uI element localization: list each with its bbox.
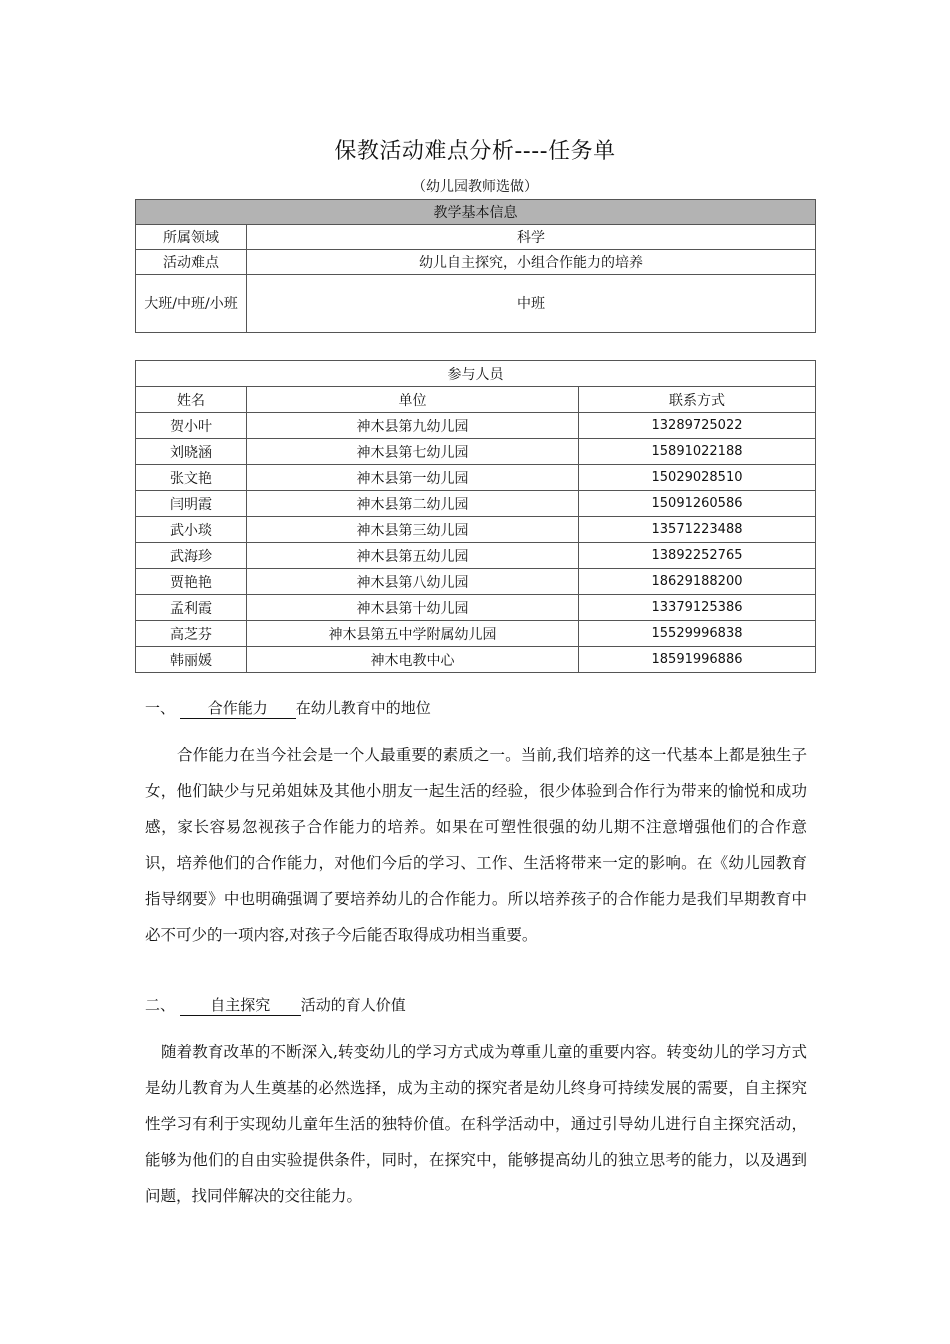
domain-label: 所属领域 (136, 225, 247, 250)
participant-unit: 神木县第一幼儿园 (247, 465, 579, 491)
participant-name: 闫明霞 (136, 491, 247, 517)
participant-name: 贺小叶 (136, 413, 247, 439)
column-header-unit: 单位 (247, 387, 579, 413)
participant-unit: 神木县第八幼儿园 (247, 569, 579, 595)
basic-info-header: 教学基本信息 (136, 200, 816, 225)
document-subtitle: （幼儿园教师选做） (412, 179, 538, 195)
participant-name: 张文艳 (136, 465, 247, 491)
participant-row (136, 569, 816, 595)
participant-phone: 15029028510 (579, 465, 816, 491)
participant-phone: 18629188200 (579, 569, 816, 595)
section2-paragraph: 随着教育改革的不断深入,转变幼儿的学习方式成为尊重儿童的重要内容。转变幼儿的学习方式是幼儿教育为人生奠基的必然选择，成为主动的探究者是幼儿终身可持续发展的需要，自主探究性学习有利于实现幼儿童年生活的独特价值。在科学活动中，通过引导幼儿进行自主探究活动，能够为他们的自由实验提供条件，同时，在探究中，能够提高幼儿的独立思考的能力，以及遇到问题，找同伴解决的交往能力。 (145, 1043, 807, 1205)
participant-phone: 18591996886 (579, 647, 816, 673)
participant-phone: 13892252765 (579, 543, 816, 569)
participant-unit: 神木县第十幼儿园 (247, 595, 579, 621)
participant-phone: 15529996838 (579, 621, 816, 647)
participant-unit: 神木县第五中学附属幼儿园 (247, 621, 579, 647)
section1-heading (145, 697, 431, 719)
participant-phone: 15891022188 (579, 439, 816, 465)
participant-unit: 神木县第九幼儿园 (247, 413, 579, 439)
section1-rest: 在幼儿教育中的地位 (295, 699, 431, 717)
section1-paragraph: 合作能力在当今社会是一个人最重要的素质之一。当前,我们培养的这一代基本上都是独生子女，他们缺少与兄弟姐妹及其他小朋友一起生活的经验，很少体验到合作行为带来的愉悦和成功感，家长容易忽视孩子合作能力的培养。如果在可塑性很强的幼儿期不注意增强他们的合作意识，培养他们的合作能力，对他们今后的学习、工作、生活将带来一定的影响。在《幼儿园教育指导纲要》中也明确强调了要培养幼儿的合作能力。所以培养孩子的合作能力是我们早期教育中必不可少的一项内容,对孩子今后能否取得成功相当重要。 (145, 746, 807, 944)
participant-row (136, 491, 816, 517)
participant-name: 刘晓涵 (136, 439, 247, 465)
section2-blank: 自主探究 (180, 994, 301, 1016)
column-header-contact: 联系方式 (579, 387, 816, 413)
difficulty-label: 活动难点 (136, 250, 247, 275)
section1-number: 一、 (145, 699, 176, 717)
class-level-label: 大班/中班/小班 (136, 275, 247, 333)
participant-phone: 15091260586 (579, 491, 816, 517)
section2-heading (145, 994, 406, 1016)
participant-row (136, 439, 816, 465)
basic-info-table (135, 199, 816, 333)
participant-name: 武海珍 (136, 543, 247, 569)
participant-unit: 神木县第七幼儿园 (247, 439, 579, 465)
participant-unit: 神木县第二幼儿园 (247, 491, 579, 517)
participant-row (136, 621, 816, 647)
participant-row (136, 595, 816, 621)
participant-row (136, 413, 816, 439)
domain-value: 科学 (247, 225, 816, 250)
section2-number: 二、 (145, 996, 176, 1014)
participant-unit: 神木县第五幼儿园 (247, 543, 579, 569)
section2-rest: 活动的育人价值 (300, 996, 406, 1014)
participant-name: 贾艳艳 (136, 569, 247, 595)
participant-row (136, 465, 816, 491)
participant-name: 韩丽媛 (136, 647, 247, 673)
participants-header: 参与人员 (136, 361, 816, 387)
participant-phone: 13289725022 (579, 413, 816, 439)
participant-name: 武小琰 (136, 517, 247, 543)
participant-row (136, 543, 816, 569)
participant-name: 高芝芬 (136, 621, 247, 647)
column-header-name: 姓名 (136, 387, 247, 413)
participant-name: 孟利霞 (136, 595, 247, 621)
difficulty-value: 幼儿自主探究，小组合作能力的培养 (247, 250, 816, 275)
participant-phone: 13571223488 (579, 517, 816, 543)
participant-row (136, 647, 816, 673)
section1-blank: 合作能力 (180, 697, 296, 719)
participant-unit: 神木电教中心 (247, 647, 579, 673)
document-title: 保教活动难点分析----任务单 (334, 139, 616, 164)
participant-phone: 13379125386 (579, 595, 816, 621)
participants-table (135, 360, 816, 673)
participant-row (136, 517, 816, 543)
class-level-value: 中班 (247, 275, 816, 333)
participant-unit: 神木县第三幼儿园 (247, 517, 579, 543)
